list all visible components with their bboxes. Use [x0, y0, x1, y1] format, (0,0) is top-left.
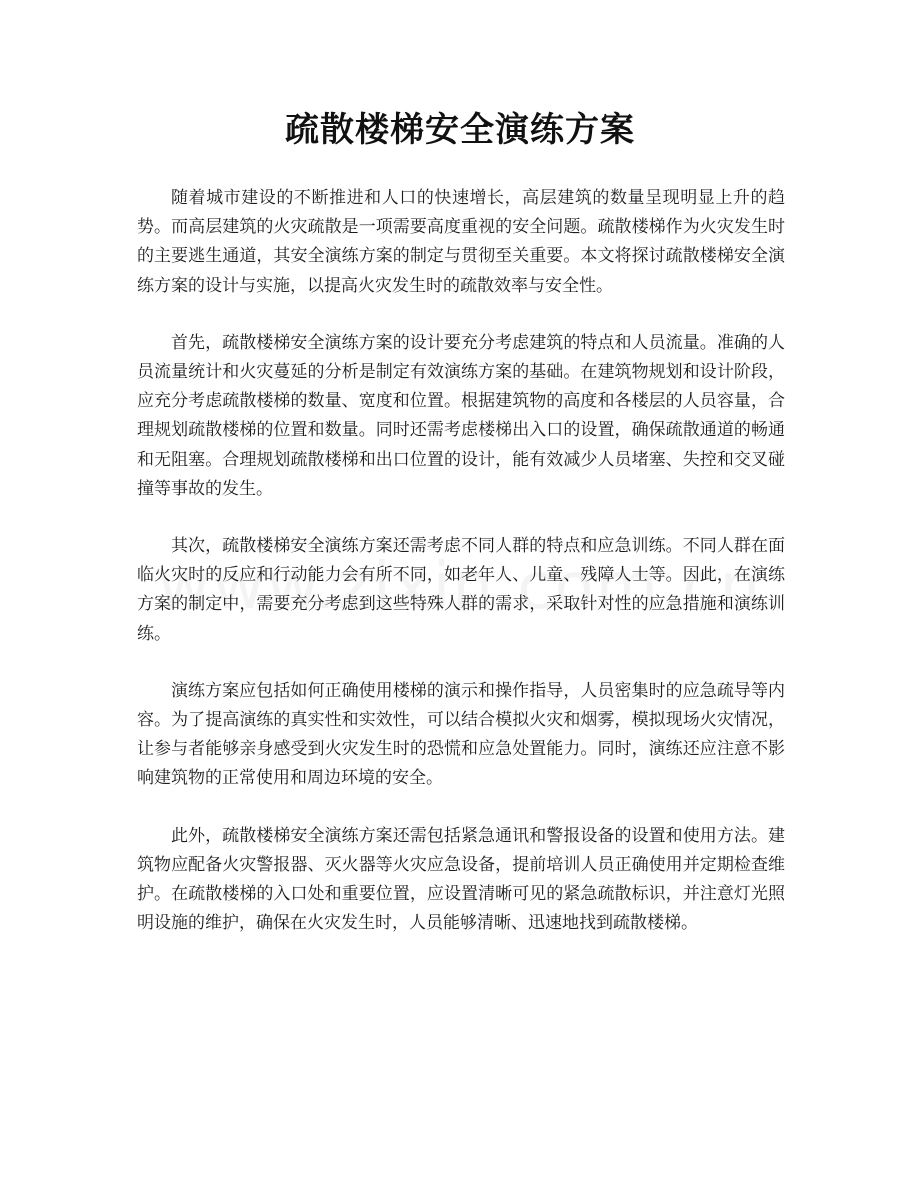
- document-title: 疏散楼梯安全演练方案: [285, 110, 635, 150]
- paragraph-drill-content: 演练方案应包括如何正确使用楼梯的演示和操作指导，人员密集时的应急疏导等内容。为了提高演练的真实性和实效性，可以结合模拟火灾和烟雾，模拟现场火灾情况，让参与者能够亲身感受到火灾发生时的恐慌和应急处置能力。同时，演练还应注意不影响建筑物的正常使用和周边环境的安全。: [137, 680, 785, 789]
- paragraph-alarm-equipment: 此外，疏散楼梯安全演练方案还需包括紧急通讯和警报设备的设置和使用方法。建筑物应配备火灾警报器、灭火器等火灾应急设备，提前培训人员正确使用并定期检查维护。在疏散楼梯的入口处和重要位置，应设置清晰可见的紧急疏散标识，并注意灯光照明设施的维护，确保在火灾发生时，人员能够清晰、迅速地找到疏散楼梯。: [137, 825, 785, 934]
- paragraph-design: 首先，疏散楼梯安全演练方案的设计要充分考虑建筑的特点和人员流量。准确的人员流量统计和火灾蔓延的分析是制定有效演练方案的基础。在建筑物规划和设计阶段，应充分考虑疏散楼梯的数量、宽度和位置。根据建筑物的高度和各楼层的人员容量，合理规划疏散楼梯的位置和数量。同时还需考虑楼梯出入口的设置，确保疏散通道的畅通和无阻塞。合理规划疏散楼梯和出口位置的设计，能有效减少人员堵塞、失控和交叉碰撞等事故的发生。: [137, 332, 785, 499]
- document-body: [137, 184, 785, 966]
- paragraph-intro: 随着城市建设的不断推进和人口的快速增长，高层建筑的数量呈现明显上升的趋势。而高层建筑的火灾疏散是一项需要高度重视的安全问题。疏散楼梯作为火灾发生时的主要逃生通道，其安全演练方案的制定与贯彻至关重要。本文将探讨疏散楼梯安全演练方案的设计与实施，以提高火灾发生时的疏散效率与安全性。: [137, 188, 785, 296]
- paragraph-special-groups: 其次，疏散楼梯安全演练方案还需考虑不同人群的特点和应急训练。不同人群在面临火灾时的反应和行动能力会有所不同，如老年人、儿童、残障人士等。因此，在演练方案的制定中，需要充分考虑到这些特殊人群的需求，采取针对性的应急措施和演练训练。: [137, 536, 785, 644]
